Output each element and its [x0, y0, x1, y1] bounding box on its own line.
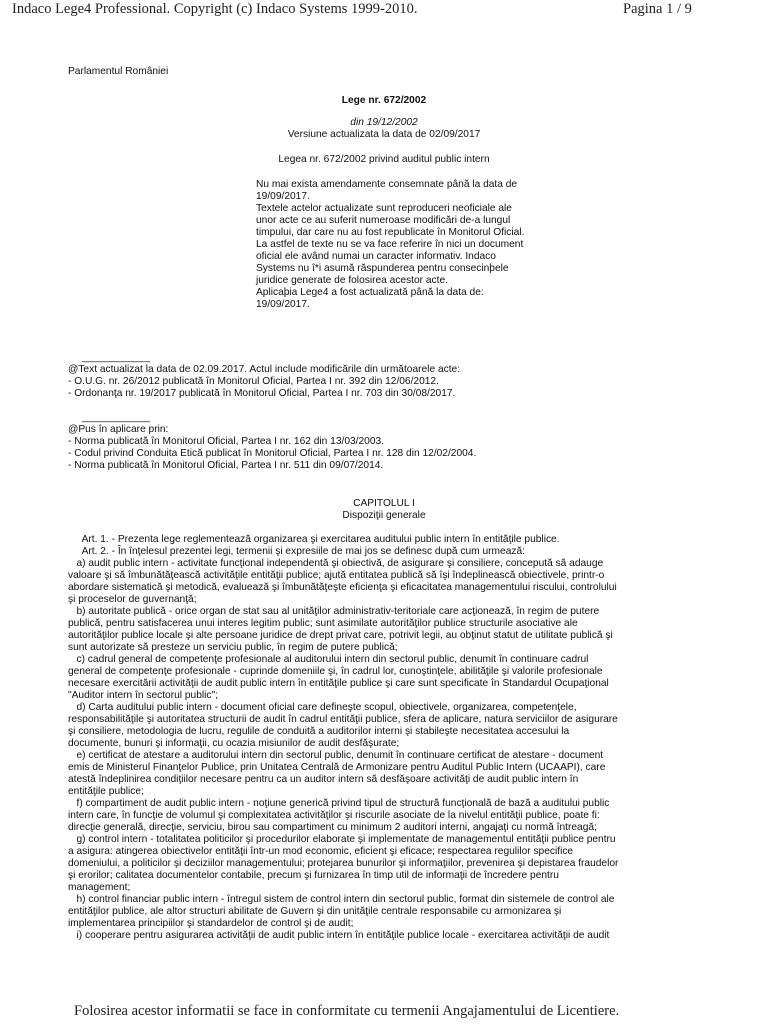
note-line: unor acte ce au suferit numeroase modificări de-a lungul — [256, 215, 511, 226]
note-line: Textele actelor actualizate sunt reproduceri neoficiale ale — [256, 203, 512, 214]
text-line: emis de Ministerul Finanţelor Publice, prin Unitatea Centrală de Armonizare pentru Auditul Public Intern (UCAAPI), care — [68, 762, 606, 773]
applied-line: - Norma publicată în Monitorul Oficial, Partea I nr. 511 din 09/07/2014. — [68, 460, 384, 471]
law-subject: Legea nr. 672/2002 privind auditul public intern — [278, 154, 490, 165]
text-line: general de competenţe profesionale - cuprinde domeniile şi, în cadrul lor, cunoştinţele, abilităţile şi valorile profesionale — [68, 666, 603, 677]
update-line: - Ordonanţa nr. 19/2017 publicată în Monitorul Oficial, Partea I nr. 703 din 30/08/2017. — [68, 388, 456, 399]
text-line: d) Carta auditului public intern - document oficial care defineşte scopul, obiectivele, organizarea, competenţele, — [68, 702, 577, 713]
update-line: @Text actualizat la data de 02.09.2017. Actul include modificările din următoarele acte: — [68, 364, 461, 375]
version-line: Versiune actualizata la data de 02/09/2017 — [287, 129, 481, 140]
note-line: Systems nu î*i asumă răspunderea pentru consecinþele — [256, 263, 509, 274]
text-line: sunt autorizate să presteze un serviciu public, în regim de putere publică; — [68, 642, 398, 653]
text-line: şi erorilor; calitatea documentelor contabile, precum şi furnizarea în timp util de informaţii de încredere pentru — [68, 870, 559, 881]
note-line: juridice generate de folosirea acestor acte. — [256, 275, 448, 286]
chapter-title: Dispoziţii generale — [342, 510, 426, 521]
applied-line: - Norma publicată în Monitorul Oficial, Partea I nr. 162 din 13/03/2003. — [68, 436, 384, 447]
text-line: h) control financiar public intern - întregul sistem de control intern din sectorul public, format din sistemele de control ale — [68, 894, 615, 905]
text-line: b) autoritate publică - orice organ de stat sau al unităţilor administrativ-teritoriale care acţionează, în regim de putere — [68, 606, 600, 617]
text-line: şi proceselor de guvernanţă; — [68, 594, 197, 605]
note-line: Aplicaþia Lege4 a fost actualizată până la data de: — [256, 287, 484, 298]
updates-divider: ____________ — [82, 352, 150, 363]
note-line: La astfel de texte nu se va face referire în nici un document — [256, 239, 524, 250]
applied-line: - Codul privind Conduita Etică publicat în Monitorul Oficial, Partea I nr. 128 din 12/02/2004. — [68, 448, 477, 459]
text-line: valoare şi să îmbunătăţească activităţile entităţii publice; ajută entitatea publică să îşi îndeplinească obiectivele, printr-o — [68, 570, 605, 581]
text-line: documente, bunuri şi informaţii, cu ocazia misiunilor de audit desfăşurate; — [68, 738, 400, 749]
text-line: entităţile publice; — [68, 786, 144, 797]
note-line: 19/09/2017. — [256, 299, 310, 310]
page-header — [0, 0, 768, 22]
text-line: i) cooperare pentru asigurarea activităţii de audit public intern în entităţile publice locale - exercitarea activităţii de audit — [68, 930, 610, 941]
updates-block — [68, 352, 460, 400]
copyright-header: Indaco Lege4 Professional. Copyright (c) Indaco Systems 1999-2010. — [12, 1, 418, 17]
applied-block — [68, 412, 476, 472]
update-line: - O.U.G. nr. 26/2012 publicată în Monitorul Oficial, Partea I nr. 392 din 12/06/2012. — [68, 376, 439, 387]
text-line: atestă îndeplinirea condiţiilor necesare pentru ca un auditor intern să desfăşoare activităţi de audit public intern în — [68, 774, 579, 785]
disclaimer-note — [256, 179, 525, 311]
text-line: a asigura: atingerea obiectivelor entităţii într-un mod economic, eficient şi eficace; respectarea regulilor specifice — [68, 846, 574, 857]
note-line: 19/09/2017. — [256, 191, 310, 202]
text-line: abordare sistematică şi metodică, evaluează şi îmbunătăţeşte eficienţa şi eficacitatea managementului riscului, controlului — [68, 582, 617, 593]
text-line: management; — [68, 882, 131, 893]
text-line: c) cadrul general de competenţe profesionale al auditorului intern din sectorul public, denumit în continuare cadrul — [68, 654, 589, 665]
license-footer: Folosirea acestor informatii se face in conformitate cu termenii Angajamentului de Licentiere. — [74, 1003, 620, 1019]
text-line: direcţie generală, direcţie, serviciu, birou sau compartiment cu minimum 2 auditori interni, angajaţi cu normă întreagă; — [68, 822, 597, 833]
text-line: g) control intern - totalitatea politicilor şi procedurilor elaborate şi implementate de managementul entităţii publice pentru — [68, 834, 616, 845]
note-line: timpului, dar care nu au fost republicate în Monitorul Oficial. — [256, 227, 525, 238]
text-line: domeniului, a politicilor şi deciziilor managementului; protejarea bunurilor şi informaţiilor, prevenirea şi depistarea fraudelor — [68, 858, 619, 869]
chapter-number: CAPITOLUL I — [353, 498, 415, 509]
issuer: Parlamentul României — [68, 66, 169, 77]
text-line: responsabilităţile şi autoritatea structurii de audit în cadrul entităţii publice, sfera de aplicare, natura serviciilor de asigurare — [68, 714, 618, 725]
text-line: implementarea principiilor şi standardelor de control şi de audit; — [68, 918, 354, 929]
text-line: e) certificat de atestare a auditorului intern din sectorul public, denumit în continuare certificat de atestare - document — [68, 750, 604, 761]
text-line: "Auditor intern în sectorul public"; — [68, 690, 218, 701]
text-line: f) compartiment de audit public intern - noţiune generică privind tipul de structură funcţională de bază a auditului public — [68, 798, 610, 809]
note-line: Nu mai exista amendamente consemnate până la data de — [256, 179, 518, 190]
law-date: din 19/12/2002 — [350, 117, 418, 128]
text-line: entităţilor publice, ale altor structuri abilitate de Guvern şi din unităţile centrale responsabile cu armonizarea şi — [68, 906, 562, 917]
applied-line: @Pus în aplicare prin: — [68, 424, 169, 435]
applied-divider: ____________ — [82, 412, 150, 423]
text-line: Art. 1. - Prezenta lege reglementează organizarea şi exercitarea auditului public intern în entităţile publice. — [68, 534, 560, 545]
note-line: oficial ele având numai un caracter informativ. Indaco — [256, 251, 496, 262]
text-line: şi consiliere, metodologia de lucru, regulile de conduită a auditorilor interni şi stabileşte necesitatea accesului la — [68, 726, 570, 737]
law-title: Lege nr. 672/2002 — [341, 95, 427, 106]
page-number: Pagina 1 / 9 — [623, 1, 692, 17]
text-line: Art. 2. - În înţelesul prezentei legi, termenii şi expresiile de mai jos se definesc după cum urmează: — [68, 546, 525, 557]
law-body — [68, 534, 698, 942]
text-line: publică, pentru satisfacerea unui interes legitim public; sunt asimilate autorităţilor publice structurile asociative ale — [68, 618, 578, 629]
text-line: necesare exercitării activităţii de audit public intern în entităţile publice şi care sunt specificate în Standardul Ocupaţional — [68, 678, 609, 689]
text-line: intern care, în funcţie de volumul şi complexitatea activităţilor şi riscurile asociate de la nivelul entităţii publice, poate fi: — [68, 810, 600, 821]
text-line: autorităţilor publice locale şi alte persoane juridice de drept privat care, potrivit legii, au obţinut statut de utilitate publică şi — [68, 630, 613, 641]
text-line: a) audit public intern - activitate funcţional independentă şi obiectivă, de asigurare şi consiliere, concepută să adauge — [68, 558, 604, 569]
